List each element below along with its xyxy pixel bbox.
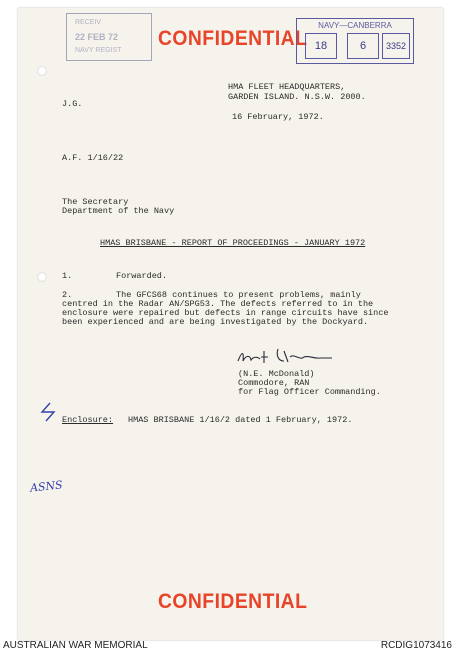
signatory-role: for Flag Officer Commanding. xyxy=(238,387,381,397)
confidential-top: CONFIDENTIAL xyxy=(158,27,308,50)
registry-stamp-box: 3352 xyxy=(382,33,410,59)
registry-stamp xyxy=(296,18,414,64)
received-stamp-line: NAVY REGIST xyxy=(75,47,122,54)
handwritten-mark xyxy=(36,400,62,424)
address-line: GARDEN ISLAND. N.S.W. 2000. xyxy=(228,92,366,102)
handwritten-annotation: ASNS xyxy=(29,478,64,495)
enclosure-label: Enclosure: xyxy=(62,415,114,425)
address-line: HMA FLEET HEADQUARTERS, xyxy=(228,82,346,92)
file-reference: A.F. 1/16/22 xyxy=(62,153,124,163)
paragraph-text: enclosure were repaired but defects in range circuits have since xyxy=(62,308,389,318)
handwritten-signature xyxy=(234,347,338,369)
archive-id: RCDIG1073416 xyxy=(380,640,452,651)
letter-date: 16 February, 1972. xyxy=(232,112,324,122)
paragraph-text: centred in the Radar AN/SPG53. The defects referred to in the xyxy=(62,299,374,309)
confidential-bottom: CONFIDENTIAL xyxy=(158,590,308,613)
punch-hole xyxy=(37,272,47,282)
paragraph-text: been experienced and are being investigated by the Dockyard. xyxy=(62,317,369,327)
registry-stamp-title: NAVY—CANBERRA xyxy=(318,21,392,30)
registry-stamp-box: 18 xyxy=(305,33,337,59)
paragraph-number: 1. xyxy=(62,271,73,281)
paragraph-number: 2. xyxy=(62,290,73,300)
received-stamp-line: RECEIV xyxy=(75,19,102,26)
paragraph-text: Forwarded. xyxy=(116,271,168,281)
received-stamp xyxy=(66,13,152,61)
initials: J.G. xyxy=(62,99,83,109)
archive-credit: AUSTRALIAN WAR MEMORIAL xyxy=(3,640,148,651)
paragraph-text: The GFCS68 continues to present problems, mainly xyxy=(116,290,361,300)
signatory-name: (N.E. McDonald) xyxy=(238,369,315,379)
recipient-line: The Secretary xyxy=(62,197,129,207)
enclosure-text: HMAS BRISBANE 1/16/2 dated 1 February, 1972. xyxy=(128,415,353,425)
subject-line: HMAS BRISBANE - REPORT OF PROCEEDINGS - JANUARY 1972 xyxy=(100,238,366,248)
registry-stamp-box: 6 xyxy=(347,33,379,59)
punch-hole xyxy=(37,66,47,76)
recipient-line: Department of the Navy xyxy=(62,206,175,216)
signatory-rank: Commodore, RAN xyxy=(238,378,310,388)
received-stamp-date: 22 FEB 72 xyxy=(75,32,119,42)
